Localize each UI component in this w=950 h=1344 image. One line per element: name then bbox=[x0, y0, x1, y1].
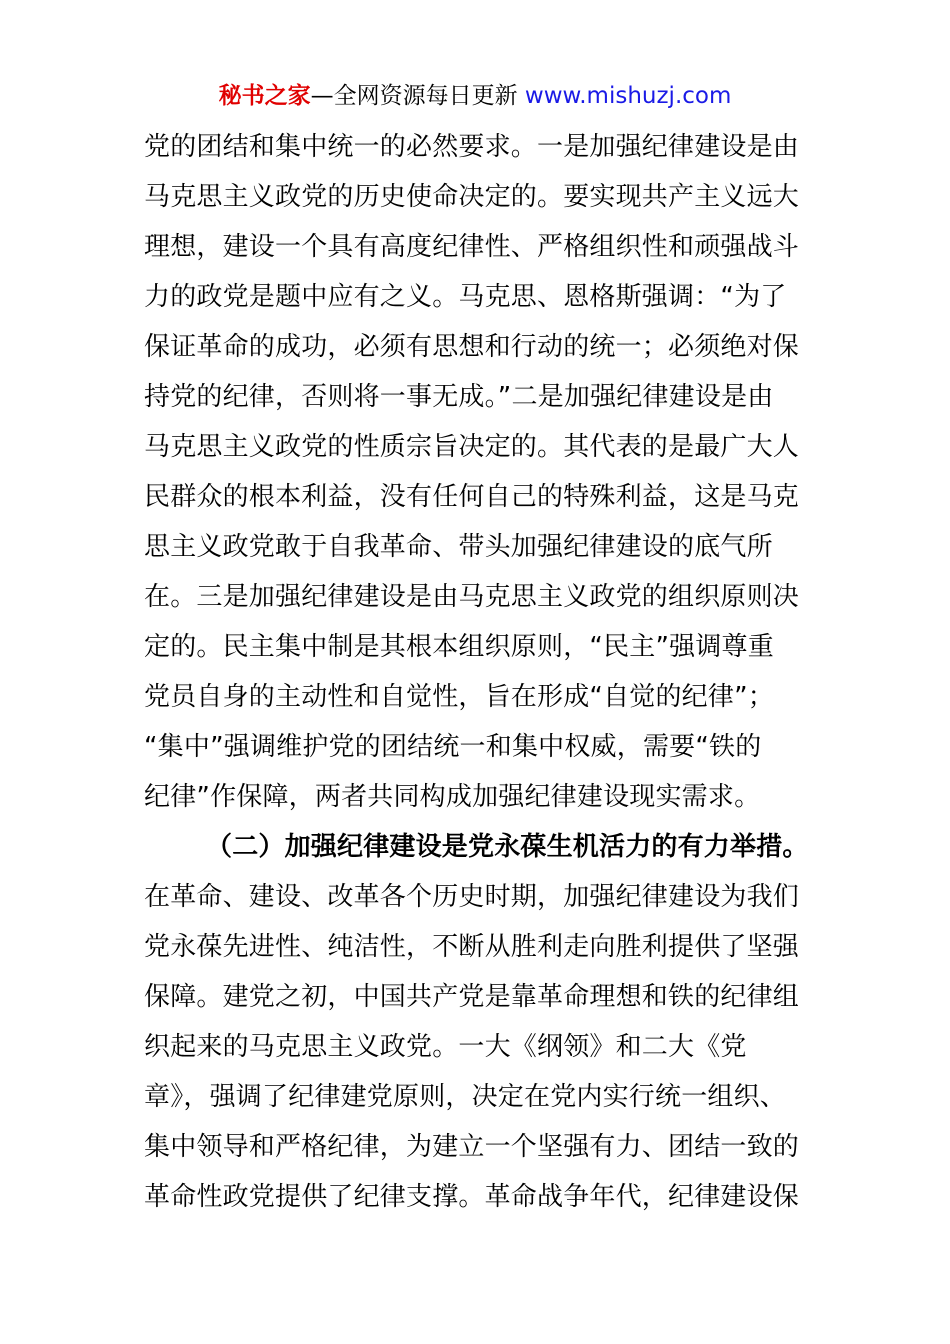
text-line: “集中”强调维护党的团结统一和集中权威，需要“铁的 bbox=[144, 732, 762, 762]
text-line: 在。三是加强纪律建设是由马克思主义政党的组织原则决 bbox=[144, 582, 800, 612]
text-line: 党永葆先进性、纯洁性，不断从胜利走向胜利提供了坚强 bbox=[144, 932, 800, 962]
text-line: 党的团结和集中统一的必然要求。一是加强纪律建设是由 bbox=[144, 132, 800, 162]
text-line: 革命性政党提供了纪律支撑。革命战争年代，纪律建设保 bbox=[144, 1182, 800, 1212]
text-line: 思主义政党敢于自我革命、带头加强纪律建设的底气所 bbox=[144, 532, 773, 562]
text-line: 定的。民主集中制是其根本组织原则，“民主”强调尊重 bbox=[144, 632, 774, 662]
text-line: 集中领导和严格纪律，为建立一个坚强有力、团结一致的 bbox=[144, 1132, 800, 1162]
text-line: 民群众的根本利益，没有任何自己的特殊利益，这是马克 bbox=[144, 482, 800, 512]
text-line: 党员自身的主动性和自觉性，旨在形成“自觉的纪律”； bbox=[144, 682, 774, 712]
text-line: 力的政党是题中应有之义。马克思、恩格斯强调：“为了 bbox=[144, 282, 787, 312]
document-body bbox=[144, 122, 814, 1222]
site-url: www.mishuzj.com bbox=[524, 83, 732, 109]
site-header bbox=[0, 78, 950, 114]
text-line: 织起来的马克思主义政党。一大《纲领》和二大《党 bbox=[144, 1032, 747, 1062]
text-line: 保障。建党之初，中国共产党是靠革命理想和铁的纪律组 bbox=[144, 982, 800, 1012]
text-line: 章》，强调了纪律建党原则，决定在党内实行统一组织、 bbox=[144, 1082, 787, 1112]
site-brand: 秘书之家 bbox=[218, 83, 311, 109]
text-line: 纪律”作保障，两者共同构成加强纪律建设现实需求。 bbox=[144, 782, 761, 812]
text-line: 马克思主义政党的历史使命决定的。要实现共产主义远大 bbox=[144, 182, 800, 212]
text-line: 在革命、建设、改革各个历史时期，加强纪律建设为我们 bbox=[144, 882, 800, 912]
site-tagline: —全网资源每日更新 bbox=[310, 83, 525, 109]
text-line: 保证革命的成功，必须有思想和行动的统一；必须绝对保 bbox=[144, 332, 800, 362]
text-line: 持党的纪律，否则将一事无成。”二是加强纪律建设是由 bbox=[144, 382, 774, 412]
text-line: 理想，建设一个具有高度纪律性、严格组织性和顽强战斗 bbox=[144, 232, 800, 262]
section-heading: （二）加强纪律建设是党永葆生机活力的有力举措。 bbox=[206, 832, 809, 862]
text-line: 马克思主义政党的性质宗旨决定的。其代表的是最广大人 bbox=[144, 432, 800, 462]
